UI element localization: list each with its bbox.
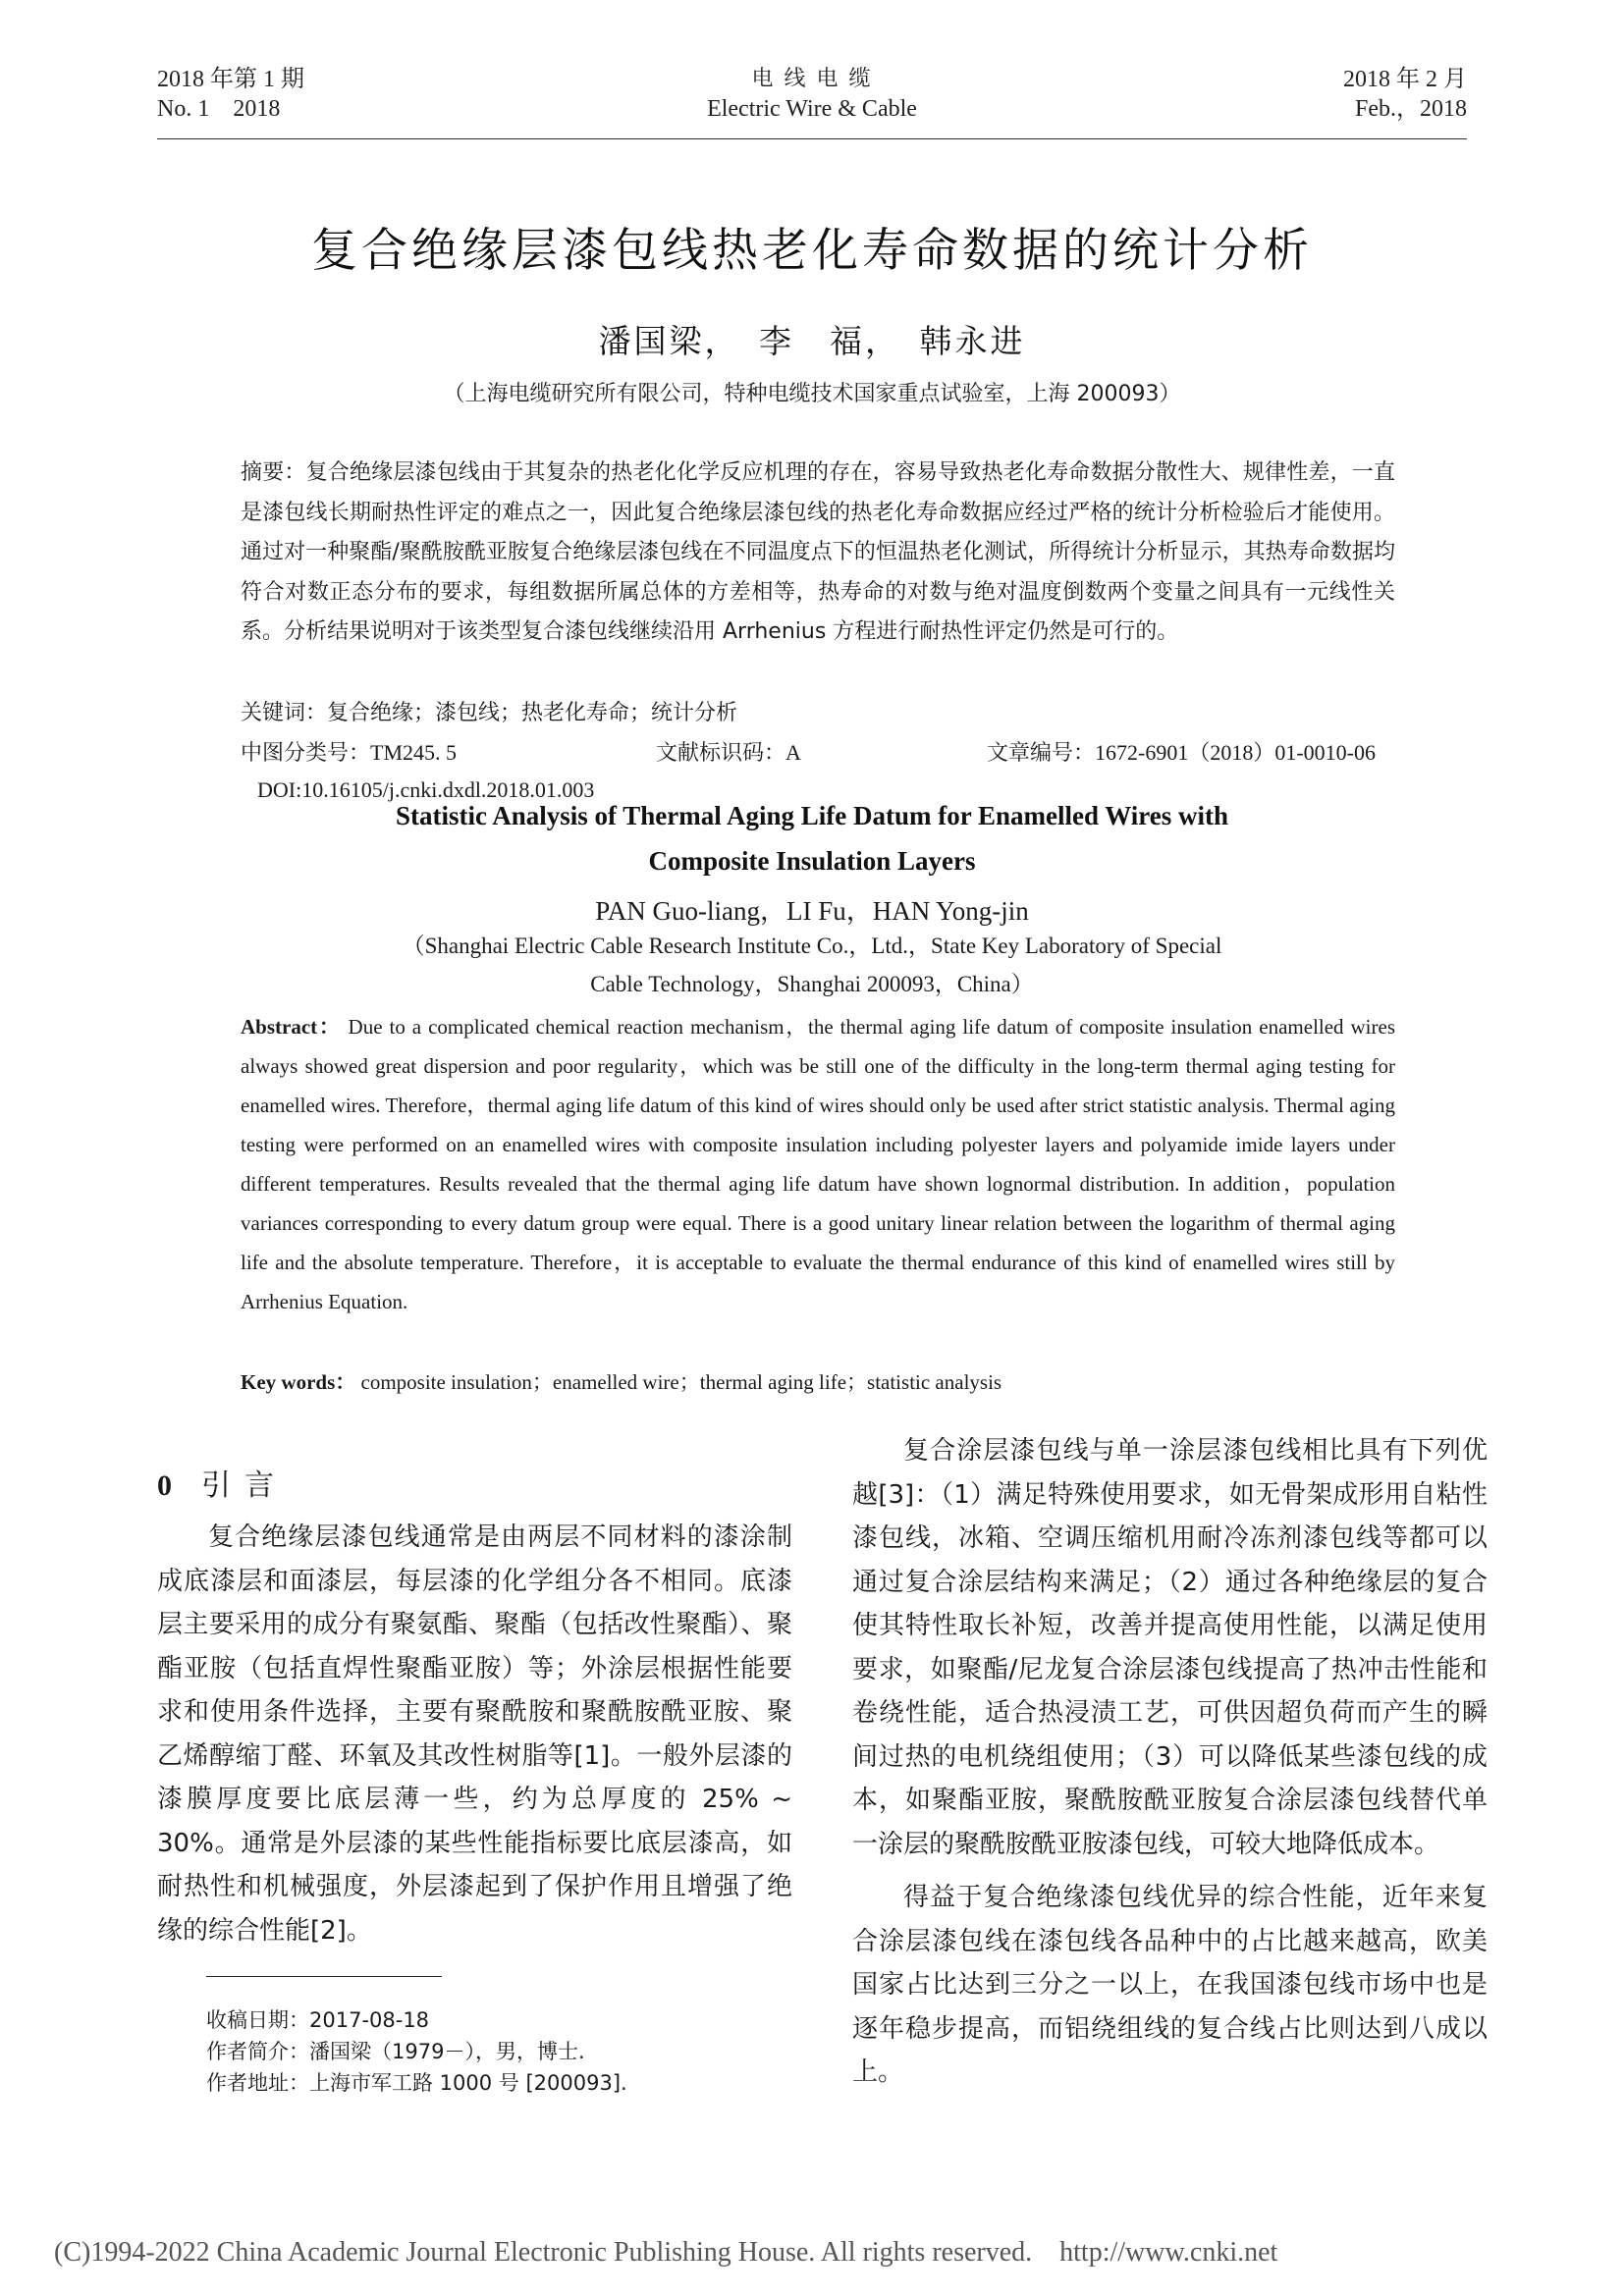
abstract-en-text: Due to a complicated chemical reaction mechanism，the thermal aging life datum of composite insulation enamelled wires always showed great dispersion and poor regularity，which was be still one of the difficulty in the long-term thermal aging testing for enamelled wires. Therefore，thermal aging life datum of this kind of wires should only be used after strict statistic analysis. Thermal aging testing were performed on an enamelled wires with composite insulation including polyester layers and polyamide imide layers under different temperatures. Results revealed that the thermal aging life datum have shown lognormal distribution. In addition，population variances corresponding to every datum group were equal. There is a good unitary linear relation between the logarithm of thermal aging life and the absolute temperature. Therefore，it is acceptable to evaluate the thermal endurance of this kind of enamelled wires still by Arrhenius Equation. [241, 1015, 1396, 1313]
header-rule [157, 138, 1467, 139]
header-issue-cn: 2018 年第 1 期 [157, 67, 304, 92]
header-issue [157, 65, 304, 124]
keywords-en-text: composite insulation；enamelled wire；thermal aging life；statistic analysis [360, 1370, 1002, 1394]
header-journal-en: Electric Wire & Cable [707, 96, 917, 122]
paper-title-cn: 复合绝缘层漆包线热老化寿命数据的统计分析 [311, 224, 1313, 278]
footnotes [206, 2004, 795, 2099]
authors-en: PAN Guo-liang，LI Fu，HAN Yong-jin [595, 896, 1029, 926]
footnote-author-bio: 作者简介：潘国梁（1979－），男，博士. [206, 2040, 585, 2063]
left-column [157, 1516, 792, 1952]
header-issue-en: No. 1 2018 [157, 96, 281, 122]
abstract-cn: 摘要：复合绝缘层漆包线由于其复杂的热老化化学反应机理的存在，容易导致热老化寿命数据分散性大、规律性差，一直是漆包线长期耐热性评定的难点之一，因此复合绝缘层漆包线的热老化寿命数据应经过严格的统计分析检验后才能使用。通过对一种聚酯/聚酰胺酰亚胺复合绝缘层漆包线在不同温度点下的恒温热老化测试，所得统计分析显示，其热寿命数据均符合对数正态分布的要求，每组数据所属总体的方差相等，热寿命的对数与绝对温度倒数两个变量之间具有一元线性关系。分析结果说明对于该类型复合漆包线继续沿用 Arrhenius 方程进行耐热性评定仍然是可行的。 [241, 460, 1395, 644]
header-date-cn: 2018 年 2 月 [1343, 67, 1467, 92]
paper-title-en-line2: Composite Insulation Layers [648, 846, 976, 876]
copyright-footer: (C)1994-2022 China Academic Journal Electronic Publishing House. All rights reserved. http://www.cnki.net [54, 2237, 1278, 2268]
doi: DOI:10.16105/j.cnki.dxdl.2018.01.003 [257, 777, 595, 802]
clc-number [241, 738, 457, 769]
document-code-label: 文献标识码： [656, 741, 786, 766]
affiliation-en [0, 927, 1624, 1003]
footnote-rule [206, 1976, 442, 1977]
article-number [987, 738, 1376, 769]
section-heading [157, 1461, 288, 1504]
keywords-en [241, 1366, 1395, 1396]
affiliation-en-line1: （Shanghai Electric Cable Research Institute Co.，Ltd.，State Key Laboratory of Special [402, 934, 1222, 958]
paper-title-en-line1: Statistic Analysis of Thermal Aging Life Datum for Enamelled Wires with [395, 801, 1229, 830]
abstract-en [241, 1007, 1395, 1321]
affiliation-en-line2: Cable Technology，Shanghai 200093，China） [590, 972, 1034, 996]
keywords-cn: 关键词：复合绝缘；漆包线；热老化寿命；统计分析 [241, 701, 738, 725]
footnote-author-address: 作者地址：上海市军工路 1000 号 [200093]. [206, 2071, 627, 2095]
article-number-value: 1672-6901（2018）01-0010-06 [1095, 740, 1376, 765]
footnote-received: 收稿日期：2017-08-18 [206, 2008, 430, 2032]
right-paragraph-1: 复合涂层漆包线与单一涂层漆包线相比具有下列优越[3]：（1）满足特殊使用要求，如无骨架成形用自粘性漆包线，冰箱、空调压缩机用耐冷冻剂漆包线等都可以通过复合涂层结构来满足；（2）通过各种绝缘层的复合使其特性取长补短，改善并提高使用性能，以满足使用要求，如聚酯/尼龙复合涂层漆包线提高了热冲击性能和卷绕性能，适合热浸渍工艺，可供因超负荷而产生的瞬间过热的电机绕组使用；（3）可以降低某些漆包线的成本，如聚酯亚胺，聚酰胺酰亚胺复合涂层漆包线替代单一涂层的聚酰胺酰亚胺漆包线，可较大地降低成本。 [852, 1436, 1488, 1859]
right-paragraph-2: 得益于复合绝缘漆包线优异的综合性能，近年来复合涂层漆包线在漆包线各品种中的占比越来越高，欧美国家占比达到三分之一以上，在我国漆包线市场中也是逐年稳步提高，而铝绕组线的复合线占比则达到八成以上。 [852, 1883, 1488, 2087]
document-code [656, 738, 801, 769]
keywords-en-label: Key words： [241, 1370, 356, 1394]
article-number-label: 文章编号： [987, 741, 1096, 766]
header-date-en: Feb.，2018 [1355, 96, 1467, 122]
header-journal-cn: 电 线 电 缆 [751, 67, 873, 91]
section-number: 0 [157, 1469, 172, 1502]
right-column [852, 1429, 1488, 2095]
header-journal [616, 65, 1008, 124]
affiliation-cn: （上海电缆研究所有限公司，特种电缆技术国家重点试验室，上海 200093） [443, 382, 1181, 406]
left-paragraph-1: 复合绝缘层漆包线通常是由两层不同材料的漆涂制成底漆层和面漆层，每层漆的化学组分各不相同。底漆层主要采用的成分有聚氨酯、聚酯（包括改性聚酯）、聚酯亚胺（包括直焊性聚酯亚胺）等；外涂层根据性能要求和使用条件选择，主要有聚酰胺和聚酰胺酰亚胺、聚乙烯醇缩丁醛、环氧及其改性树脂等[1]。一般外层漆的漆膜厚度要比底层薄一些，约为总厚度的 25% ~ 30%。通常是外层漆的某些性能指标要比底层漆高，如耐热性和机械强度，外层漆起到了保护作用且增强了绝缘的综合性能[2]。 [157, 1522, 792, 1946]
abstract-en-label: Abstract： [241, 1015, 342, 1039]
document-code-value: A [785, 740, 801, 765]
header-date [1343, 65, 1467, 124]
clc-value: TM245. 5 [370, 740, 458, 765]
clc-label: 中图分类号： [241, 741, 371, 766]
section-title: 引言 [201, 1468, 288, 1503]
authors-cn: 潘国梁， 李 福， 韩永进 [598, 322, 1026, 360]
